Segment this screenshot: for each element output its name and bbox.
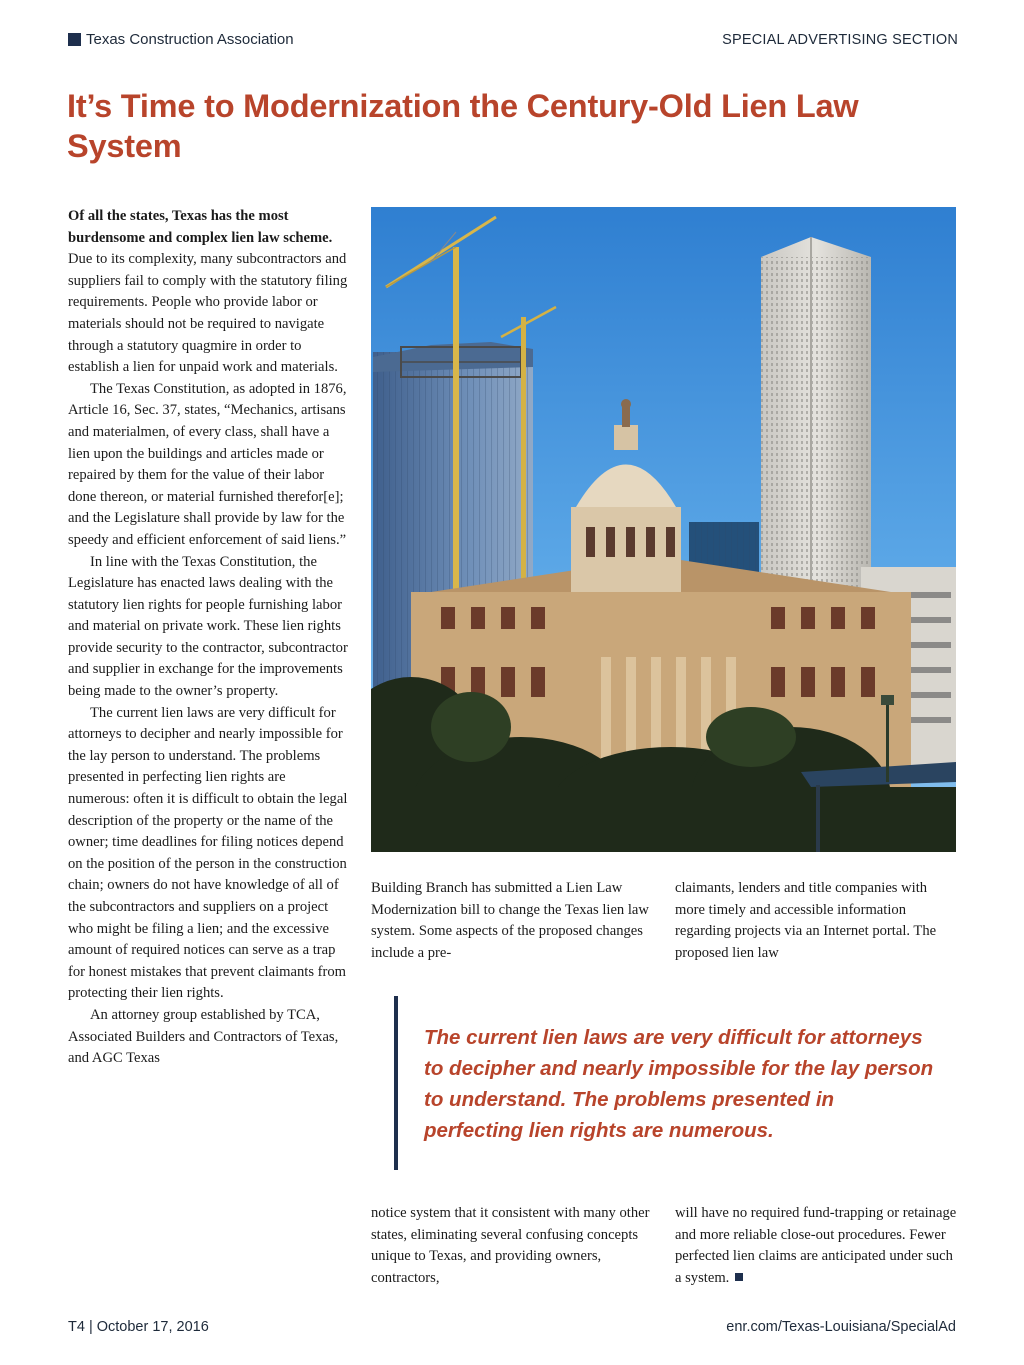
closing-paragraph: will have no required fund-trapping or retainage and more reliable close-out procedures. Fewer perfected lien claims are anticipated under such a system. [675,1205,957,1286]
paragraph-3: In line with the Texas Constitution, the Legislature has enacted laws dealing with the statutory lien rights for people furnishing labor and material on private work. These lien rights provide security to the contractor, subcontractor and supplier in exchange for the improvements being made to the owner’s property. [68,553,348,700]
paragraph-1 [68,206,350,379]
body-column-3-top: claimants, lenders and title companies with more timely and accessible information regarding projects via an Internet portal. The proposed lien law [675,880,937,961]
page-number-date: T4 | October 17, 2016 [68,1319,209,1335]
body-column-1 [68,206,350,1070]
body-column-3-bottom [675,1203,960,1289]
pull-quote: The current lien laws are very difficult for attorneys to decipher and nearly impossible for the lay person to understand. The problems presented in perfecting lien rights are numerous. [424,1026,934,1142]
pull-quote-bar [394,996,398,1170]
body-column-2-top: Building Branch has submitted a Lien Law Modernization bill to change the Texas lien law system. Some aspects of the proposed changes include a pre- [371,880,649,961]
body-column-2-bottom: notice system that it consistent with many other states, eliminating several confusing concepts unique to Texas, and providing owners, contractors, [371,1205,650,1286]
organization-name: Texas Construction Association [86,31,294,48]
paragraph-2: The Texas Constitution, as adopted in 1876, Article 16, Sec. 37, states, “Mechanics, artisans and materialmen, of every class, shall have a lien upon the buildings and articles made or repaired by them for the value of their labor done thereon, or material furnished therefor[e]; and the Legislature shall provide by law for the speedy and efficient enforcement of said liens.” [68,380,347,548]
courthouse-skyline-photo [371,207,956,852]
paragraph-5: An attorney group established by TCA, Associated Builders and Contractors of Texas, and AGC Texas [68,1006,339,1067]
footer-url: enr.com/Texas-Louisiana/SpecialAd [726,1319,956,1335]
section-label: SPECIAL ADVERTISING SECTION [722,32,958,48]
paragraph-4: The current lien laws are very difficult for attorneys to decipher and nearly impossible for the lay person to understand. The problems presented in perfecting lien rights are numerous: often it is difficult to obtain the legal description of the property or the name of the owner; time deadlines for filing notices depend on the position of the person in the construction chain; owners do not have knowledge of all of the subcontractors and suppliers on a project who might be filing a lien; and the excessive amount of required notices can serve as a trap for honest mistakes that prevent claimants from protecting their lien rights. [68,704,348,1002]
paragraph-1-text: Due to its complexity, many subcontractors and suppliers fail to comply with the statutory filing requirements. People who provide labor or materials should not be required to navigate through a statutory quagmire in order to establish a lien for unpaid work and materials. [68,251,348,376]
lead-sentence: Of all the states, Texas has the most burdensome and complex lien law scheme. [68,208,333,246]
header-square-icon [68,33,81,46]
end-mark-icon [735,1273,743,1281]
publication-header [68,31,294,48]
article-title: It’s Time to Modernization the Century-Old Lien Law System [67,88,859,164]
